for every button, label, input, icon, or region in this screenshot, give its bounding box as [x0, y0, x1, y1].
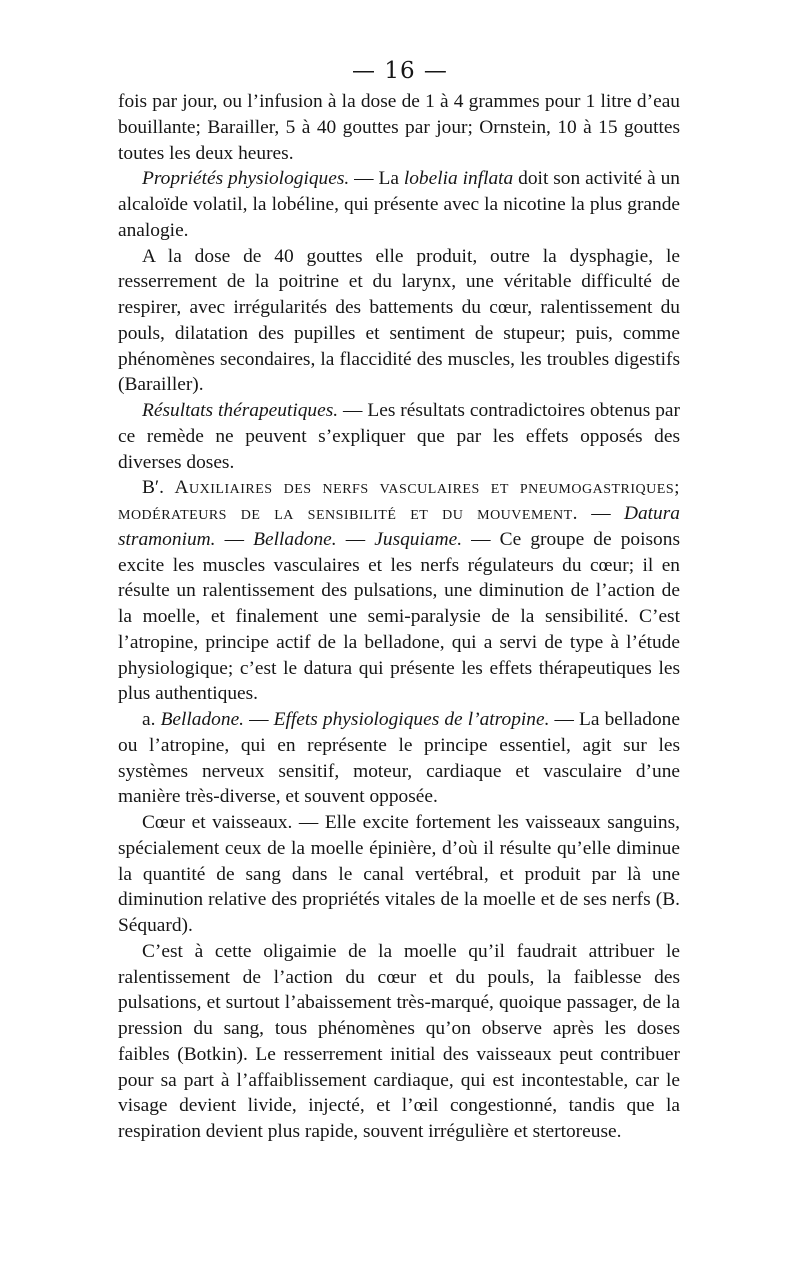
paragraph-text: — Elle excite fortement les vaisseaux sanguins, spécialement ceux de la moelle épinière, d’où il résulte qu’elle diminue la quantité de sang dans le canal vertébral, et produit par là une diminution relative des propriétés vitales de la moelle et de ses nerfs (B. Séquard). [118, 812, 680, 936]
paragraph-dose-effects [118, 244, 680, 399]
dash-text: — [244, 709, 274, 730]
paragraph-dosage [118, 89, 680, 166]
species-name: lobelia inflata [403, 168, 514, 190]
section-heading: Belladone. [160, 709, 245, 730]
section-heading: Propriétés physiologiques. [142, 168, 350, 190]
dash-text: — [215, 528, 254, 550]
paragraph-text: — Les résultats contradictoires obtenus par ce remède ne peuvent s’expliquer que par les effets opposés des diverses doses. [118, 400, 680, 473]
paragraph-auxiliaries [118, 475, 680, 707]
paragraph-therapeutic-results [118, 398, 680, 475]
paragraph-physiological-properties [118, 166, 680, 243]
page-number: — 16 — [352, 58, 448, 84]
paragraph-text: fois par jour, ou l’infusion à la dose de 1 à 4 grammes pour 1 litre d’eau bouillante; Barailler, 5 à 40 gouttes par jour; Ornstein, 10 à 15 gouttes toutes les deux heures. [118, 91, 680, 164]
paragraph-text: doit son activité à un alcaloïde volatil, la lobéline, qui présente avec la nicotine la plus grande analogie. [118, 168, 680, 241]
dash-text: — [577, 503, 624, 524]
dash-text: — [336, 528, 375, 550]
section-heading: Auxiliaires des nerfs vasculaires et pneumogastriques; modérateurs de la sensibilité et du mouvement. [118, 477, 680, 524]
paragraph-text: A la dose de 40 gouttes elle produit, outre la dysphagie, le resserrement de la poitrine et du larynx, une véritable difficulté de respirer, avec irrégularités des battements du cœur, ralentissement du pouls, dilatation des pupilles et sentiment de stupeur; puis, comme phénomènes secondaires, la flaccidité des muscles, les troubles digestifs (Barailler). [118, 245, 680, 396]
body-text [118, 89, 680, 1145]
paragraph-text: — La belladone ou l’atropine, qui en représente le principe essentiel, agit sur les systèmes nerveux sensitif, moteur, cardiaque et vasculaire d’une manière très-diverse, et souvent opposée. [118, 709, 680, 808]
section-subheading: Effets physiologiques de l’atropine. [273, 709, 550, 730]
paragraph-belladone [118, 707, 680, 810]
paragraph-heart-vessels [118, 810, 680, 939]
plant-name-jusquiame: Jusquiame. [374, 528, 463, 550]
section-heading: Résultats thérapeutiques. [142, 400, 339, 421]
paragraph-oligaimie [118, 939, 680, 1145]
section-heading: Cœur et vaisseaux. [142, 812, 293, 833]
paragraph-text: — Ce groupe de poisons excite les muscles vasculaires et les nerfs régulateurs du cœur; il en résulte un ralentissement des pulsations, une diminution de l’action de la moelle, et finalement une semi-paralysie de la sensibilité. C’est l’atropine, principe actif de la belladone, qui a servi de type à l’étude physiologique; c’est le datura qui présente les effets thérapeutiques les plus authentiques. [118, 528, 680, 705]
dash-text: — La [349, 168, 404, 190]
paragraph-text: C’est à cette oligaimie de la moelle qu’il faudrait attribuer le ralentissement de l’action du cœur et du pouls, la faiblesse des pulsations, et surtout l’abaissement très-marqué, quoique passager, de la pression du sang, tous phénomènes qu’on observe après les doses faibles (Botkin). Le resserrement initial des vaisseaux peut contribuer pour sa part à l’affaiblissement cardiaque, qui est incontestable, car le visage devient livide, injecté, et l’œil congestionné, tandis que la respiration devient plus rapide, souvent irrégulière et stertoreuse. [118, 940, 680, 1142]
section-label: a. [142, 709, 161, 730]
plant-name-belladone: Belladone. [253, 528, 337, 550]
section-label: B′. [142, 477, 175, 499]
plant-name-datura: Datura stramonium. [118, 503, 680, 550]
